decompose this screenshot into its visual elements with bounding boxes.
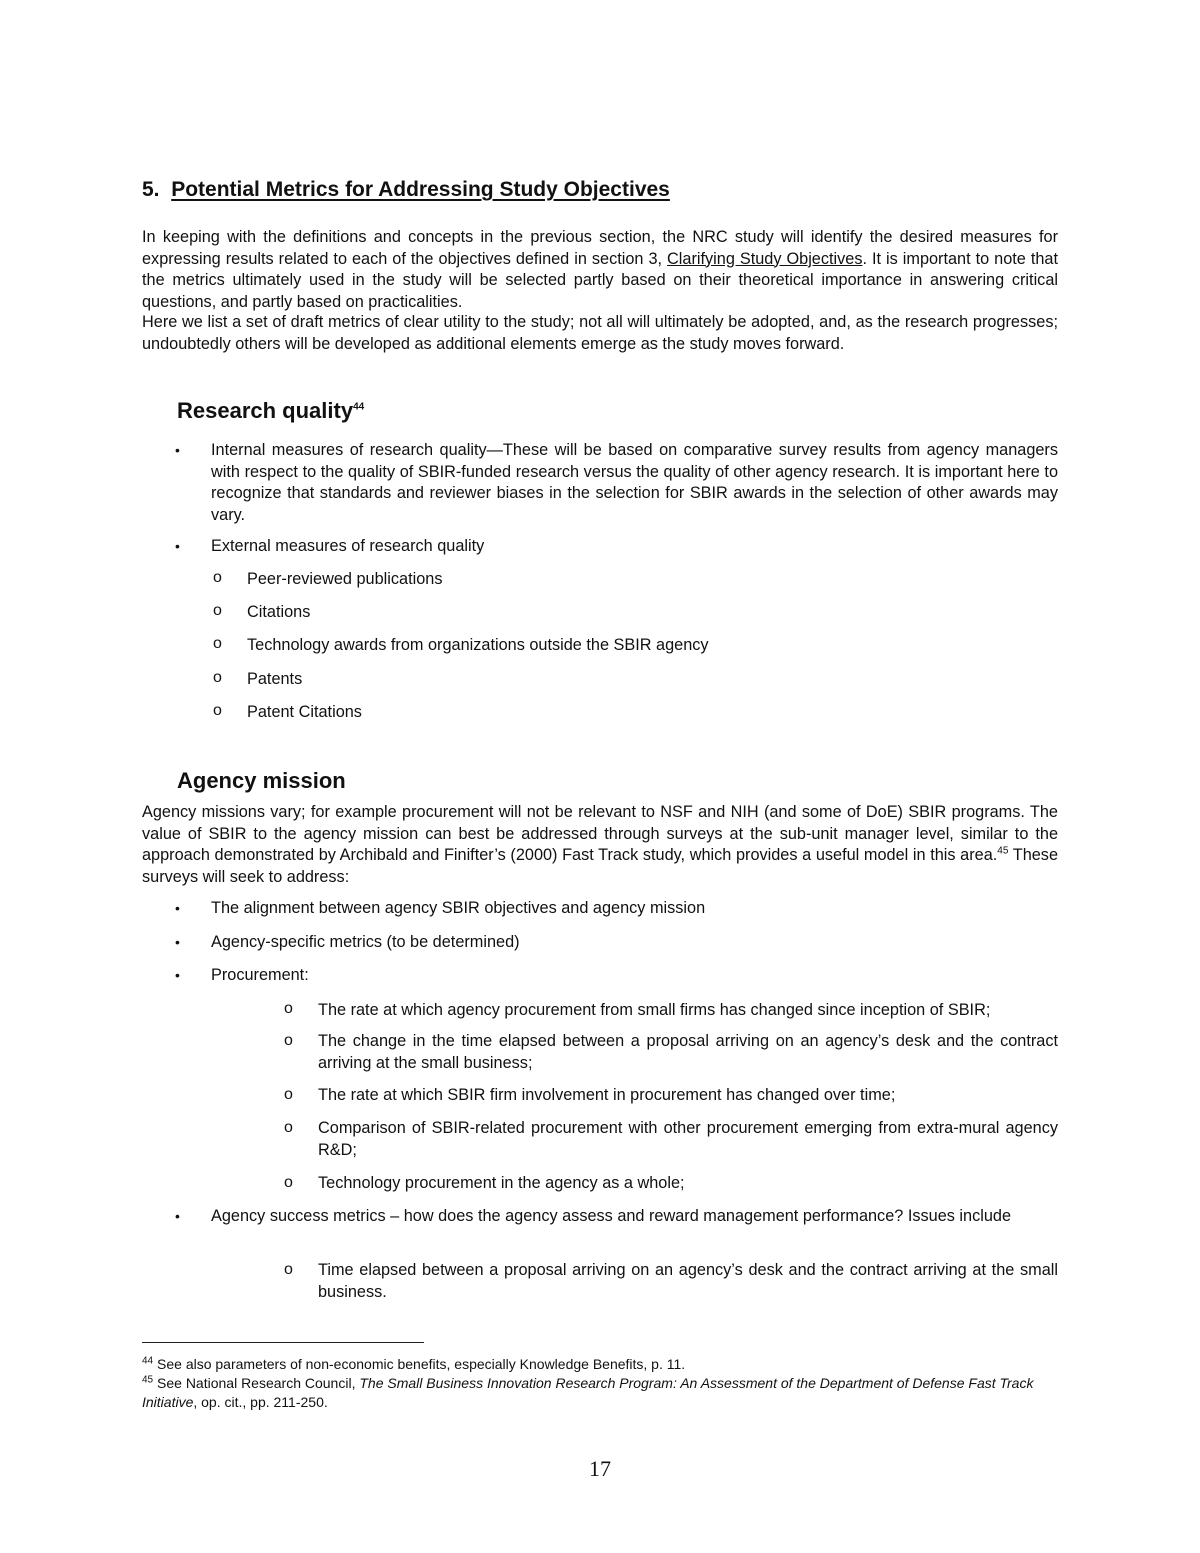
text: In keeping with the definitions and concepts in the previous section, the NRC study will identify the desired measures for expressing results related to each of the objectives defined in section 3, xyxy=(142,228,1058,268)
footnote-text: See also parameters of non-economic benefits, especially Knowledge Benefits, p. 11. xyxy=(153,1356,686,1372)
sub-list-item: Technology awards from organizations outside the SBIR agency xyxy=(247,636,709,654)
list-item: External measures of research quality xyxy=(211,537,485,555)
sub-list-item: Comparison of SBIR-related procurement with other procurement emerging from extra-mural agency R&D; xyxy=(318,1119,1058,1159)
bullet-icon: • xyxy=(175,900,180,916)
section-reference-link: Clarifying Study Objectives xyxy=(667,249,863,268)
sub-list-item: Patent Citations xyxy=(247,703,362,721)
list-item: Agency success metrics – how does the agency assess and reward management performance? Issues include xyxy=(211,1207,1012,1225)
agency-mission-paragraph xyxy=(142,802,1058,888)
sub-list-item: The change in the time elapsed between a proposal arriving on an agency’s desk and the contract arriving at the small business; xyxy=(318,1032,1058,1072)
sub-bullet-icon: o xyxy=(284,1261,293,1278)
text: Agency missions vary; for example procurement will not be relevant to NSF and NIH (and some of DoE) SBIR programs. The value of SBIR to the agency mission can best be addressed through surveys at the sub-unit manager level, similar to the approach demonstrated by Archibald and Finifter’s (2000) Fast Track study, which provides a useful model in this area. xyxy=(142,803,1058,864)
sub-bullet-icon: o xyxy=(213,569,222,586)
footnote-divider xyxy=(142,1342,424,1343)
list-item: Procurement: xyxy=(211,966,309,984)
footnote-ref: 45 xyxy=(997,845,1009,857)
sub-bullet-icon: o xyxy=(284,1000,293,1017)
sub-list-item: Time elapsed between a proposal arriving on an agency’s desk and the contract arriving at the small business. xyxy=(318,1261,1058,1301)
intro-paragraph-2: Here we list a set of draft metrics of clear utility to the study; not all will ultimately be adopted, and, as the research progresses; undoubtedly others will be developed as additional elements emerge as the study moves forward. xyxy=(142,313,1058,353)
sub-list-item: Peer-reviewed publications xyxy=(247,570,443,588)
cited-title: The Small Business Innovation Research Program: An Assessment of the Department of Defense Fast Track Initiative xyxy=(142,1375,1034,1410)
footnote-text: , op. cit., pp. 211-250. xyxy=(193,1394,328,1410)
text: These surveys will seek to address: xyxy=(142,846,1058,886)
research-quality-heading xyxy=(177,398,364,424)
page-number: 17 xyxy=(589,1456,611,1481)
bullet-icon: • xyxy=(175,442,180,458)
footnote-number: 44 xyxy=(142,1355,154,1367)
agency-mission-heading: Agency mission xyxy=(177,768,346,793)
footnote-44 xyxy=(142,1355,685,1374)
sub-bullet-icon: o xyxy=(213,669,222,686)
footnote-number: 45 xyxy=(142,1374,154,1386)
section-title: Potential Metrics for Addressing Study Objectives xyxy=(171,178,670,201)
bullet-icon: • xyxy=(175,538,180,554)
sub-bullet-icon: o xyxy=(213,635,222,652)
text: . It is important to note that the metrics ultimately used in the study will be selected partly based on their theoretical importance in answering critical questions, and partly based on practicalities. xyxy=(142,249,1058,311)
list-item: Internal measures of research quality—These will be based on comparative survey results from agency managers with respect to the quality of SBIR-funded research versus the quality of other agency research. It is important here to recognize that standards and reviewer biases in the selection for SBIR awards in the selection of other awards may vary. xyxy=(211,441,1058,524)
sub-bullet-icon: o xyxy=(284,1119,293,1136)
sub-bullet-icon: o xyxy=(213,702,222,719)
bullet-icon: • xyxy=(175,967,180,983)
bullet-icon: • xyxy=(175,934,180,950)
sub-list-item: The rate at which SBIR firm involvement in procurement has changed over time; xyxy=(318,1086,896,1104)
intro-paragraph-1 xyxy=(142,227,1058,313)
sub-bullet-icon: o xyxy=(284,1086,293,1103)
footnote-text: See National Research Council, xyxy=(153,1375,360,1391)
sub-list-item: Citations xyxy=(247,603,311,621)
footnote-45 xyxy=(142,1374,1058,1412)
list-item: The alignment between agency SBIR objectives and agency mission xyxy=(211,899,706,917)
section-heading xyxy=(142,178,670,202)
bullet-icon: • xyxy=(175,1208,180,1224)
sub-list-item: Patents xyxy=(247,670,303,688)
sub-list-item: The rate at which agency procurement from small firms has changed since inception of SBIR; xyxy=(318,1001,991,1019)
sub-bullet-icon: o xyxy=(284,1032,293,1049)
section-number: 5. xyxy=(142,178,160,201)
list-item: Agency-specific metrics (to be determined) xyxy=(211,933,520,951)
heading-text: Research quality xyxy=(177,398,354,423)
sub-bullet-icon: o xyxy=(213,602,222,619)
footnote-ref: 44 xyxy=(353,401,365,413)
sub-list-item: Technology procurement in the agency as a whole; xyxy=(318,1174,685,1192)
sub-bullet-icon: o xyxy=(284,1174,293,1191)
